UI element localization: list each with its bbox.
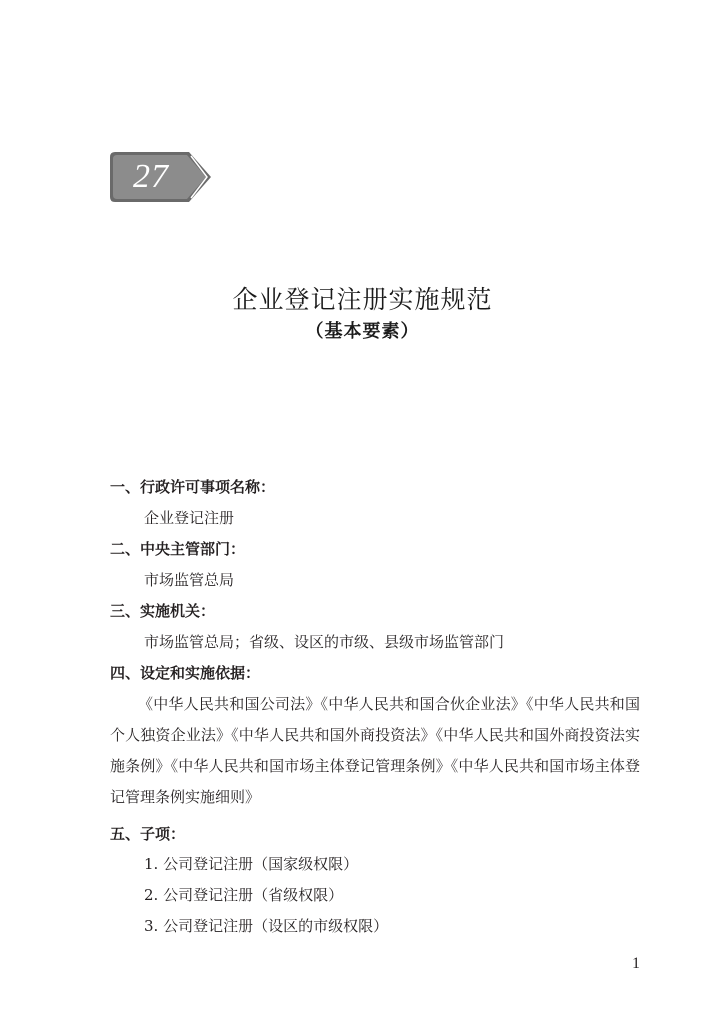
document-title: 企业登记注册实施规范 [232,285,493,314]
chapter-number: 27 [133,158,169,195]
section-heading-sub-items: 五、子项： [110,825,186,843]
document-subtitle: （基本要素） [305,321,420,342]
central-authority-value: 市场监管总局 [144,571,235,589]
legal-basis-paragraph: 《中华人民共和国公司法》《中华人民共和国合伙企业法》《中华人民共和国个人独资企业法》《中华人民共和国外商投资法》《中华人民共和国外商投资法实施条例》《中华人民共和国市场主体登记管理条例》《中华人民共和国市场主体登记管理条例实施细则》 [110,695,640,806]
page-number: 1 [632,955,640,972]
sub-item-1: 1. 公司登记注册（国家级权限） [144,855,359,873]
section-heading-legal-basis: 四、设定和实施依据： [110,664,261,682]
section-heading-item-name: 一、行政许可事项名称： [110,478,276,496]
sub-item-2: 2. 公司登记注册（省级权限） [144,886,344,904]
implementing-agency-value: 市场监管总局；省级、设区的市级、县级市场监管部门 [144,633,505,651]
item-name-value: 企业登记注册 [144,509,235,527]
section-heading-implementing-agency: 三、实施机关： [110,602,216,620]
chapter-badge [109,151,213,203]
section-heading-central-authority: 二、中央主管部门： [110,540,246,558]
sub-item-3: 3. 公司登记注册（设区的市级权限） [144,917,389,935]
